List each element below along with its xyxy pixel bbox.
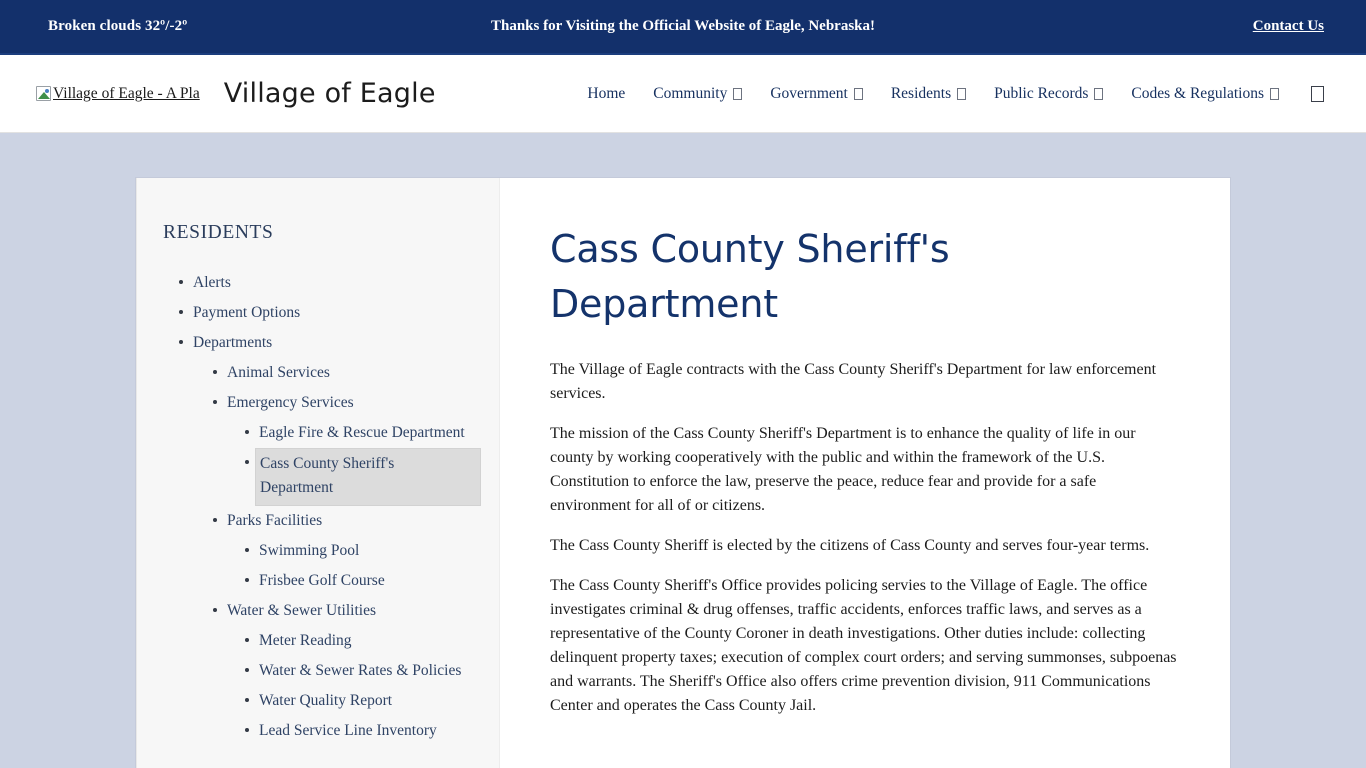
sidebar-nav-level-2	[193, 358, 499, 746]
page-title: Cass County Sheriff's Department	[550, 227, 950, 326]
weather-status: Broken clouds 32º/-2º	[48, 18, 188, 34]
nav-item-residents[interactable]	[877, 79, 980, 109]
sidebar-heading: RESIDENTS	[163, 222, 274, 243]
sidebar-item-emergency-services[interactable]	[193, 388, 499, 506]
nav-label: Home	[587, 84, 626, 102]
search-icon[interactable]	[1293, 80, 1336, 108]
main-content	[500, 178, 1230, 768]
contact-us-link[interactable]: Contact Us	[1252, 18, 1324, 34]
site-title: Village of Eagle	[223, 78, 436, 109]
content-paragraph: The Cass County Sheriff's Office provides policing servies to the Village of Eagle. The office investigates criminal & drug offenses, traffic accidents, enforces traffic laws, and serves as a representative of the County Coroner in death investigations. Other duties include: collecting delinquent property taxes; execution of complex court orders; and serving summonses, subpoenas and warrants. The Sheriff's Office also offers crime prevention division, 911 Communications Center and operates the Cass County Jail.	[550, 577, 1177, 714]
nav-label: Community	[653, 84, 728, 102]
nav-label: Codes & Regulations	[1131, 84, 1264, 102]
sidebar-item-eagle-fire-rescue[interactable]	[227, 418, 499, 448]
sidebar-item-label: Lead Service Line Inventory	[259, 722, 437, 739]
sidebar-item-frisbee-golf-course[interactable]	[227, 566, 499, 596]
nav-item-public-records[interactable]	[980, 79, 1117, 109]
nav-label: Residents	[890, 84, 952, 102]
sidebar-nav-level-1	[137, 268, 499, 746]
broken-image-icon	[36, 86, 51, 101]
page-body	[0, 133, 1366, 768]
content-paragraph: The mission of the Cass County Sheriff's Department is to enhance the quality of life in our county by working cooperatively with the public and within the framework of the U.S. Constitution to enforce the law, preserve the peace, reduce fear and provide for a safe environment for all of or citizens.	[550, 425, 1136, 514]
content-paragraph: The Cass County Sheriff is elected by the citizens of Cass County and serves four-year terms.	[550, 537, 1150, 554]
top-utility-bar	[0, 0, 1366, 55]
nav-label: Government	[770, 84, 848, 102]
nav-item-home[interactable]	[573, 79, 639, 109]
sidebar-item-label: Frisbee Golf Course	[259, 572, 385, 589]
sidebar-item-lead-service-line-inventory[interactable]	[227, 716, 499, 746]
main-navigation	[573, 79, 1336, 109]
chevron-down-icon	[1270, 88, 1279, 100]
site-tagline: Thanks for Visiting the Official Website of Eagle, Nebraska!	[490, 18, 876, 34]
sidebar-item-payment-options[interactable]	[137, 298, 499, 328]
sidebar-nav-level-3	[227, 536, 499, 596]
sidebar-item-meter-reading[interactable]	[227, 626, 499, 656]
sidebar-item-departments[interactable]	[137, 328, 499, 746]
sidebar-nav-level-3	[227, 626, 499, 746]
sidebar-item-cass-county-sheriff[interactable]	[227, 448, 499, 506]
chevron-down-icon	[957, 88, 966, 100]
nav-item-government[interactable]	[756, 79, 876, 109]
nav-label: Public Records	[994, 84, 1089, 102]
sidebar-item-label: Cass County Sheriff's Department	[255, 448, 481, 506]
search-glyph	[1311, 86, 1324, 102]
sidebar-item-alerts[interactable]	[137, 268, 499, 298]
sidebar-item-label: Water Quality Report	[259, 692, 393, 709]
sidebar-item-label: Swimming Pool	[259, 542, 360, 559]
sidebar-item-label: Water & Sewer Rates & Policies	[259, 662, 462, 679]
content-paragraph: The Village of Eagle contracts with the Cass County Sheriff's Department for law enforcement services.	[550, 361, 1157, 402]
sidebar-item-label: Alerts	[193, 274, 231, 291]
sidebar-item-label: Parks Facilities	[227, 512, 323, 529]
sidebar-item-label: Departments	[193, 334, 273, 351]
chevron-down-icon	[1094, 88, 1103, 100]
sidebar-item-label: Payment Options	[193, 304, 301, 321]
nav-item-community[interactable]	[639, 79, 756, 109]
sidebar-item-animal-services[interactable]	[193, 358, 499, 388]
brand-area	[36, 78, 436, 109]
sidebar-item-label: Eagle Fire & Rescue Department	[259, 424, 465, 441]
chevron-down-icon	[854, 88, 863, 100]
content-card	[136, 178, 1230, 768]
sidebar-item-label: Emergency Services	[227, 394, 354, 411]
sidebar-nav-level-3	[227, 418, 499, 506]
site-header	[0, 55, 1366, 133]
sidebar-item-label: Meter Reading	[259, 632, 352, 649]
nav-item-codes-regulations[interactable]	[1117, 79, 1293, 109]
chevron-down-icon	[733, 88, 742, 100]
sidebar-item-swimming-pool[interactable]	[227, 536, 499, 566]
sidebar-item-water-sewer-utilities[interactable]	[193, 596, 499, 746]
sidebar-item-parks-facilities[interactable]	[193, 506, 499, 596]
sidebar-item-label: Water & Sewer Utilities	[227, 602, 376, 619]
sidebar-item-water-quality-report[interactable]	[227, 686, 499, 716]
sidebar	[136, 178, 500, 768]
sidebar-item-water-sewer-rates[interactable]	[227, 656, 499, 686]
logo-link[interactable]	[36, 85, 200, 103]
logo-alt-text: Village of Eagle - A Pla	[53, 84, 200, 102]
sidebar-item-label: Animal Services	[227, 364, 330, 381]
